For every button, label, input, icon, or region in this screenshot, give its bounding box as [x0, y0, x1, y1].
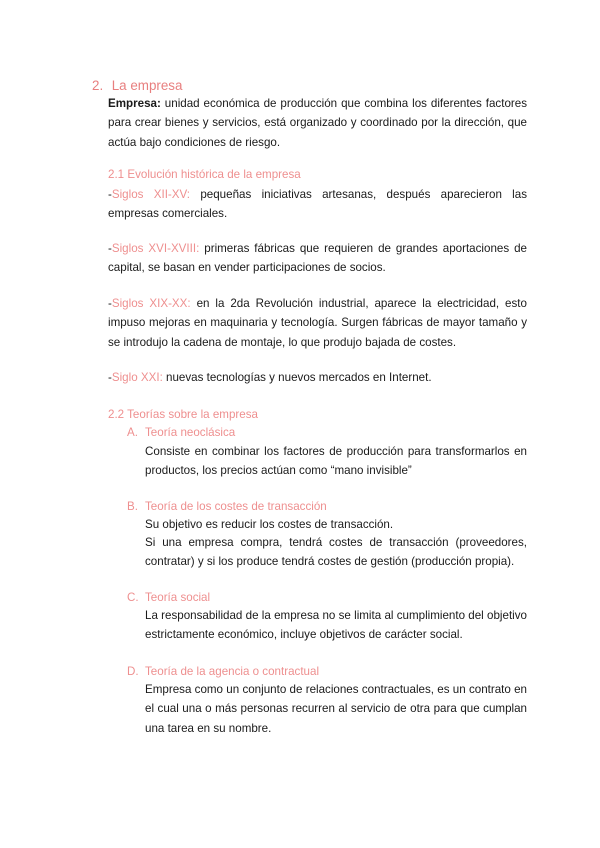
definition-text: unidad económica de producción que combina los diferentes factores para crear bienes y servicios, está organizado y coordinado por la dirección, que actúa bajo condiciones de riesgo.: [108, 97, 527, 149]
era-text: pequeñas iniciativas artesanas, después aparecieron las empresas comerciales.: [108, 188, 527, 221]
heading-number: 2.: [92, 78, 104, 93]
theory-text: Consiste en combinar los factores de producción para transformarlos en productos, los precios actúan como “mano invisible”: [145, 445, 527, 478]
theory-title: Teoría neoclásica: [145, 426, 236, 439]
definition-term: Empresa:: [108, 97, 161, 110]
era-item: [108, 368, 527, 387]
era-label: Siglos XVI-XVIII:: [111, 242, 200, 255]
era-item: [108, 239, 527, 278]
era-prefix: -: [108, 242, 112, 255]
section-heading: [92, 76, 182, 95]
theory-text: Empresa como un conjunto de relaciones contractuales, es un contrato en el cual una o más personas recurren al servicio de otra para que cumplan una tarea en su nombre.: [145, 683, 527, 735]
era-label: Siglo XXI:: [111, 371, 163, 384]
era-prefix: -: [108, 297, 112, 310]
section-2-title: 2.2 Teorías sobre la empresa: [108, 408, 258, 421]
era-text: nuevas tecnologías y nuevos mercados en Internet.: [166, 371, 432, 384]
theory-heading: [127, 662, 319, 681]
theory-heading: [127, 423, 235, 442]
theory-title: Teoría de los costes de transacción: [145, 500, 327, 513]
section-1-title: 2.1 Evolución histórica de la empresa: [108, 168, 301, 181]
theory-letter: C.: [127, 591, 139, 604]
era-label: Siglos XIX-XX:: [111, 297, 191, 310]
definition-paragraph: [108, 94, 527, 152]
theory-letter: B.: [127, 500, 138, 513]
era-text: en la 2da Revolución industrial, aparece la electricidad, esto impuso mejoras en maquinaria y tecnología. Surgen fábricas de mayor tamaño y se introdujo la cadena de montaje, lo que produjo bajada de costes.: [108, 297, 527, 349]
era-label: Siglos XII-XV:: [111, 188, 191, 201]
theory-text: La responsabilidad de la empresa no se limita al cumplimiento del objetivo estrictamente económico, incluye objetivos de carácter social.: [145, 609, 527, 642]
era-text: primeras fábricas que requieren de grandes aportaciones de capital, se basan en vender participaciones de socios.: [108, 242, 527, 275]
theory-heading: [127, 497, 327, 516]
heading-title: La empresa: [111, 78, 183, 93]
theory-title: Teoría social: [145, 591, 211, 604]
theory-letter: A.: [127, 426, 138, 439]
theory-text: Si una empresa compra, tendrá costes de transacción (proveedores, contratar) y si los produce tendrá costes de gestión (producción propia).: [145, 536, 527, 569]
era-item: [108, 185, 527, 224]
era-prefix: -: [108, 371, 112, 384]
theory-title: Teoría de la agencia o contractual: [145, 665, 320, 678]
theory-heading: [127, 588, 210, 607]
era-item: [108, 294, 527, 352]
era-prefix: -: [108, 188, 112, 201]
theory-letter: D.: [127, 665, 139, 678]
theory-text: Su objetivo es reducir los costes de transacción.: [145, 518, 394, 531]
